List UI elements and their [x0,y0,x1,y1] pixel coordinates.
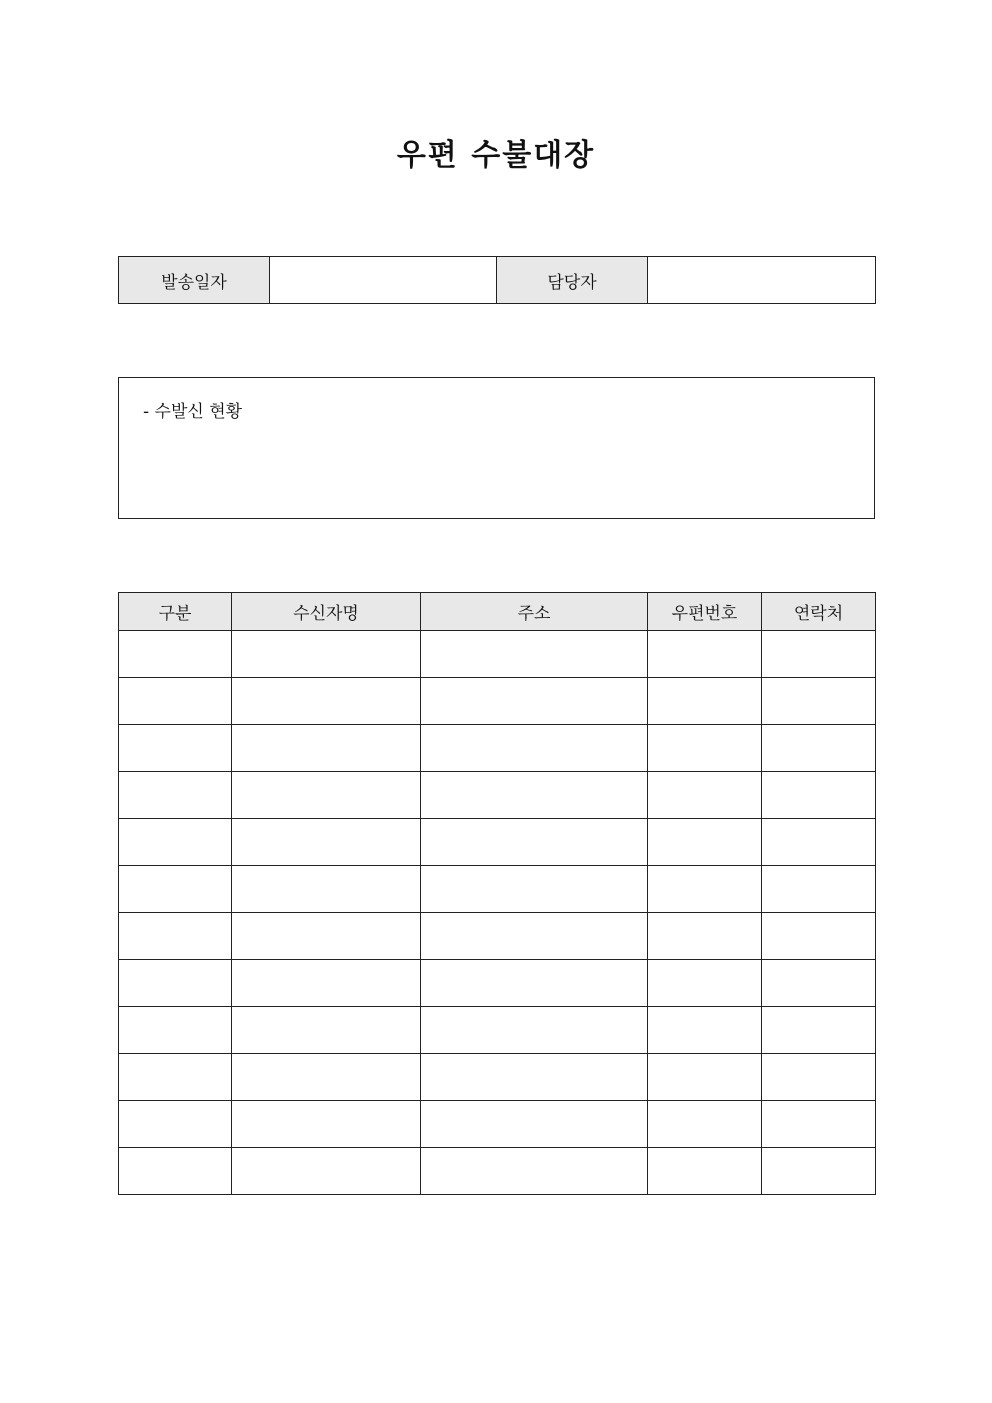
address-cell[interactable] [421,678,648,725]
category-cell[interactable] [119,1054,232,1101]
recipient-cell[interactable] [232,1054,421,1101]
recipient-cell[interactable] [232,772,421,819]
column-header-address: 주소 [421,593,648,631]
contact-cell[interactable] [762,678,876,725]
recipient-cell[interactable] [232,1007,421,1054]
category-cell[interactable] [119,1148,232,1195]
address-cell[interactable] [421,725,648,772]
recipient-cell[interactable] [232,866,421,913]
address-cell[interactable] [421,960,648,1007]
recipient-cell[interactable] [232,1148,421,1195]
postal-code-cell[interactable] [648,866,762,913]
postal-code-cell[interactable] [648,1148,762,1195]
column-header-recipient: 수신자명 [232,593,421,631]
table-row [119,960,876,1007]
category-cell[interactable] [119,913,232,960]
table-row [119,1054,876,1101]
contact-cell[interactable] [762,819,876,866]
contact-cell[interactable] [762,960,876,1007]
info-row [119,257,876,304]
postal-code-cell[interactable] [648,1054,762,1101]
address-cell[interactable] [421,866,648,913]
category-cell[interactable] [119,725,232,772]
send-date-field[interactable] [270,257,497,304]
category-cell[interactable] [119,678,232,725]
status-box[interactable] [118,377,875,519]
column-header-postal-code: 우편번호 [648,593,762,631]
address-cell[interactable] [421,1007,648,1054]
category-cell[interactable] [119,866,232,913]
table-row [119,678,876,725]
postal-code-cell[interactable] [648,772,762,819]
category-cell[interactable] [119,819,232,866]
table-row [119,725,876,772]
category-cell[interactable] [119,1101,232,1148]
contact-cell[interactable] [762,772,876,819]
postal-code-cell[interactable] [648,725,762,772]
recipient-cell[interactable] [232,631,421,678]
contact-cell[interactable] [762,1007,876,1054]
address-cell[interactable] [421,913,648,960]
postal-code-cell[interactable] [648,1007,762,1054]
table-row [119,866,876,913]
recipient-cell[interactable] [232,960,421,1007]
recipient-cell[interactable] [232,725,421,772]
mail-list-table [118,592,876,1195]
contact-cell[interactable] [762,1054,876,1101]
address-cell[interactable] [421,772,648,819]
contact-cell[interactable] [762,913,876,960]
postal-code-cell[interactable] [648,631,762,678]
send-date-label: 발송일자 [119,257,270,304]
address-cell[interactable] [421,1148,648,1195]
table-row [119,631,876,678]
manager-label: 담당자 [497,257,648,304]
recipient-cell[interactable] [232,913,421,960]
category-cell[interactable] [119,960,232,1007]
postal-code-cell[interactable] [648,819,762,866]
recipient-cell[interactable] [232,819,421,866]
category-cell[interactable] [119,772,232,819]
status-label: - 수발신 현황 [143,402,243,422]
postal-code-cell[interactable] [648,678,762,725]
recipient-cell[interactable] [232,678,421,725]
category-cell[interactable] [119,631,232,678]
address-cell[interactable] [421,1054,648,1101]
table-row [119,1101,876,1148]
contact-cell[interactable] [762,1101,876,1148]
recipient-cell[interactable] [232,1101,421,1148]
table-row [119,913,876,960]
table-row [119,1148,876,1195]
postal-code-cell[interactable] [648,960,762,1007]
column-header-contact: 연락처 [762,593,876,631]
contact-cell[interactable] [762,1148,876,1195]
table-row [119,1007,876,1054]
table-row [119,772,876,819]
postal-code-cell[interactable] [648,913,762,960]
contact-cell[interactable] [762,866,876,913]
info-table [118,256,876,304]
address-cell[interactable] [421,1101,648,1148]
table-row [119,819,876,866]
category-cell[interactable] [119,1007,232,1054]
address-cell[interactable] [421,631,648,678]
column-header-category: 구분 [119,593,232,631]
page-title: 우편 수불대장 [396,138,596,173]
manager-field[interactable] [648,257,876,304]
table-header-row [119,593,876,631]
contact-cell[interactable] [762,631,876,678]
address-cell[interactable] [421,819,648,866]
contact-cell[interactable] [762,725,876,772]
postal-code-cell[interactable] [648,1101,762,1148]
